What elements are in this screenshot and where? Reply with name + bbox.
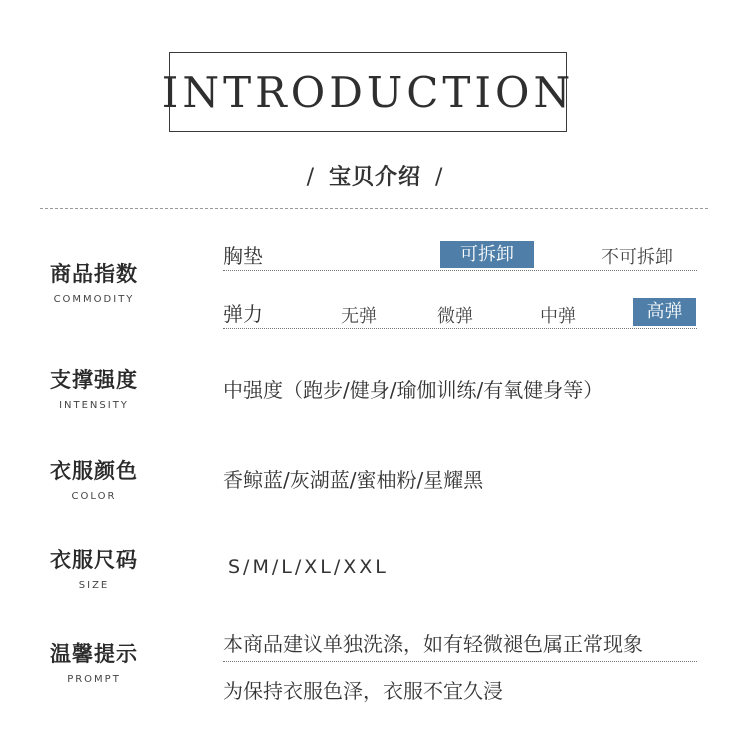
option-medium-stretch: 中弹 [540,306,576,327]
color-value: 香鲸蓝/灰湖蓝/蜜柚粉/星耀黑 [223,468,484,492]
prompt-label-en: PROMPT [67,674,121,685]
option-non-removable: 不可拆卸 [601,247,673,268]
commodity-label-en: COMMODITY [53,294,135,305]
option-slight-stretch: 微弹 [437,306,473,327]
prompt-label [40,638,148,685]
intensity-label-cn: 支撑强度 [50,368,138,392]
prompt-line-2: 为保持衣服色泽，衣服不宜久浸 [223,679,503,703]
size-label-cn: 衣服尺码 [50,548,138,572]
intensity-label-en: INTENSITY [59,400,129,411]
intensity-label [40,364,148,411]
color-label-cn: 衣服颜色 [50,459,138,483]
prompt-line-1: 本商品建议单独洗涤，如有轻微褪色属正常现象 [223,632,643,656]
color-label [40,455,148,502]
size-label [40,544,148,591]
option-no-stretch: 无弹 [341,306,377,327]
row-divider [223,661,697,662]
size-label-en: SIZE [78,580,110,591]
row-divider [223,328,697,329]
commodity-label-cn: 商品指数 [50,262,138,286]
intensity-value: 中强度（跑步/健身/瑜伽训练/有氧健身等） [223,378,604,402]
subtitle-slash-left: / [306,165,315,190]
subtitle [0,160,750,191]
commodity-row-name-elasticity: 弹力 [223,302,263,326]
option-high-stretch-selected: 高弹 [633,298,696,326]
commodity-row-name-pad: 胸垫 [223,244,263,268]
prompt-label-cn: 温馨提示 [50,642,138,666]
row-divider [223,270,697,271]
section-divider [40,208,708,209]
option-removable-selected: 可拆卸 [440,241,534,268]
title-box [161,52,575,132]
subtitle-slash-right: / [435,165,444,190]
commodity-label [40,258,148,305]
size-value: S/M/L/XL/XXL [228,556,389,578]
page-title: INTRODUCTION [161,67,575,117]
color-label-en: COLOR [71,491,117,502]
subtitle-text: 宝贝介绍 [328,165,421,190]
